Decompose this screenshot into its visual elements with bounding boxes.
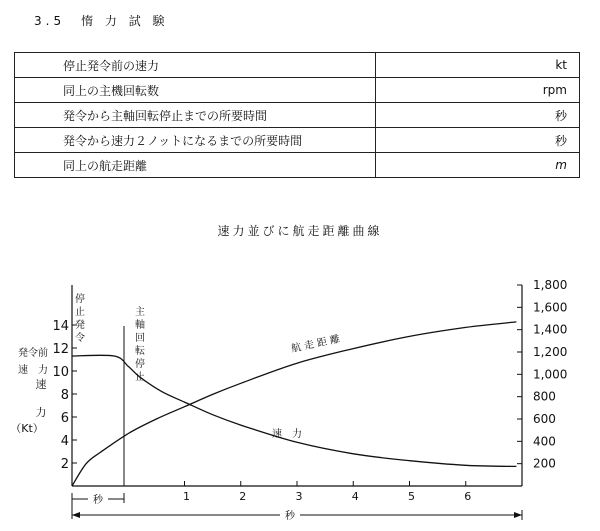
left-tick-label: 10 <box>52 365 69 380</box>
row-unit: kt <box>527 53 580 78</box>
row-unit: m <box>527 153 580 178</box>
shaft-stop-label: 軸 <box>135 320 145 331</box>
distance-series-label: 航 走 距 離 <box>290 333 342 355</box>
row-item-label: 同上の主機回転数 <box>15 78 376 103</box>
x-tick-label: 2 <box>239 490 247 503</box>
right-tick-label: 600 <box>533 412 556 426</box>
right-tick-label: 400 <box>533 434 556 449</box>
stop-order-label: 止 <box>75 307 85 318</box>
right-tick-label: 1,600 <box>533 300 568 315</box>
left-tick-label: 6 <box>60 411 69 426</box>
row-unit: rpm <box>527 78 580 103</box>
x-tick-label: 1 <box>183 490 190 503</box>
section-title: 3.5 惰 力 試 験 <box>34 14 169 28</box>
row-item-label: 同上の航走距離 <box>15 153 376 178</box>
left-axis-label: （Kt） <box>10 422 44 435</box>
stop-order-label: 発 <box>75 320 85 331</box>
pre-interval-label: 秒 <box>93 495 103 506</box>
right-tick-label: 1,400 <box>533 322 568 337</box>
row-item-label: 停止発令前の速力 <box>15 53 376 78</box>
left-tick-label: 8 <box>60 388 69 403</box>
right-tick-label: 1,800 <box>533 278 568 292</box>
right-tick-label: 1,000 <box>533 367 568 382</box>
stop-order-label: 令 <box>75 333 85 344</box>
row-item-label: 発令から主軸回転停止までの所要時間 <box>15 103 376 128</box>
shaft-stop-label: 止 <box>135 372 145 383</box>
shaft-stop-label: 転 <box>135 346 145 357</box>
left-axis-label: 力 <box>35 406 47 419</box>
speed-series-label: 速 力 <box>272 429 302 440</box>
axes-layer <box>10 278 567 503</box>
shaft-stop-label: 停 <box>135 359 145 370</box>
left-tick-label: 4 <box>60 434 69 449</box>
left-tick-label: 12 <box>52 342 69 357</box>
x-tick-label: 5 <box>408 490 415 503</box>
stop-order-label: 停 <box>75 294 85 305</box>
x-tick-label: 6 <box>464 490 472 503</box>
x-tick-label: 4 <box>351 490 359 503</box>
chart-title: 速力並びに航走距離曲線 <box>217 224 383 238</box>
right-tick-label: 800 <box>533 389 556 404</box>
pre-speed-label: 発令前 <box>18 348 48 359</box>
right-tick-label: 1,200 <box>533 345 568 359</box>
x-tick-label: 3 <box>295 490 303 503</box>
arrow-head <box>514 512 522 518</box>
row-unit: 秒 <box>527 128 580 153</box>
left-axis-label: 速 <box>35 378 47 391</box>
left-tick-label: 2 <box>60 457 69 472</box>
x-axis-label: 秒 <box>285 511 295 522</box>
right-tick-label: 200 <box>533 456 556 471</box>
shaft-stop-label: 回 <box>135 333 145 344</box>
shaft-stop-label: 主 <box>135 307 145 318</box>
row-item-label: 発令から速力２ノットになるまでの所要時間 <box>15 128 376 153</box>
annotation-layer <box>18 292 522 522</box>
row-unit: 秒 <box>527 103 580 128</box>
arrow-head <box>72 512 80 518</box>
left-tick-label: 14 <box>52 319 69 334</box>
pre-speed-label: 速 力 <box>18 365 48 376</box>
